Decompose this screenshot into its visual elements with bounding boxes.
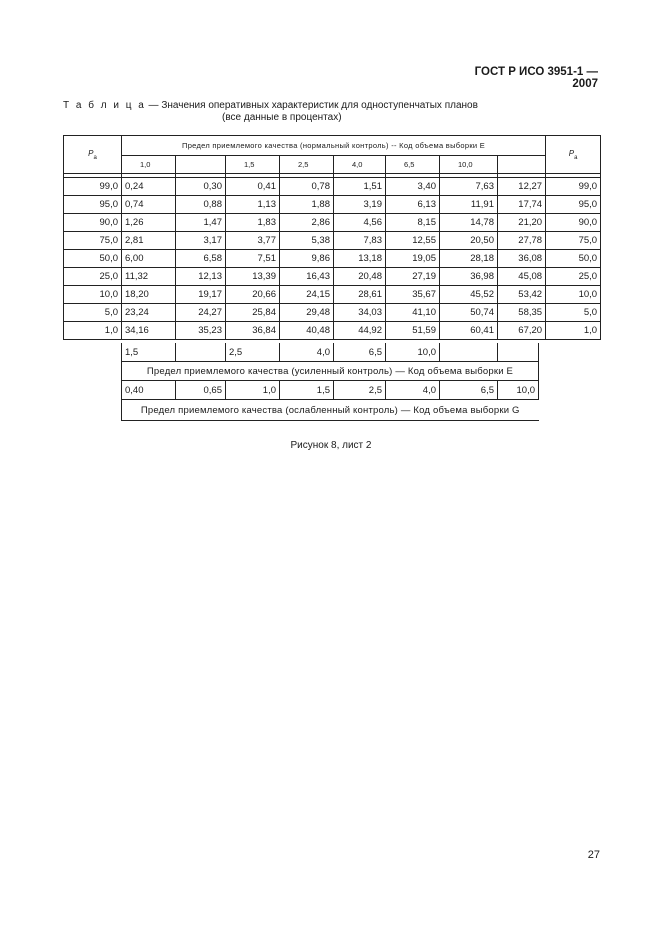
oc-value-cell: 36,98 [440,268,498,286]
oc-value-cell: 3,40 [386,178,440,196]
oc-value-cell: 11,91 [440,196,498,214]
pa-value-right: 10,0 [546,286,601,304]
tightened-aql-row [122,343,539,362]
oc-value-cell: 3,17 [176,232,226,250]
oc-value-cell: 50,74 [440,304,498,322]
oc-value-cell: 0,41 [226,178,280,196]
oc-value-cell: 13,39 [226,268,280,286]
table-caption-label: Т а б л и ц а [63,100,146,111]
reduced-aql-cell: 6,5 [440,381,498,400]
oc-value-cell: 27,78 [498,232,546,250]
pa-value-left: 25,0 [64,268,122,286]
oc-values-table [63,135,601,340]
oc-value-cell: 2,86 [280,214,334,232]
oc-value-cell: 9,86 [280,250,334,268]
oc-value-cell: 40,48 [280,322,334,340]
oc-value-cell: 53,42 [498,286,546,304]
table-row [64,178,601,196]
aql-header-cell [498,156,546,174]
oc-value-cell: 36,08 [498,250,546,268]
tightened-aql-cell [498,343,539,362]
oc-value-cell: 21,20 [498,214,546,232]
table-caption-title: — Значения оперативных характеристик для одноступенчатых планов [145,100,478,111]
oc-value-cell: 6,58 [176,250,226,268]
oc-value-cell: 45,52 [440,286,498,304]
pa-header-left: $P_a$ [64,136,122,174]
oc-value-cell: 6,00 [122,250,176,268]
aql-header-cell: 4,0 [334,156,386,174]
oc-value-cell: 20,50 [440,232,498,250]
oc-value-cell: 0,88 [176,196,226,214]
aql-header-cell: 6,5 [386,156,440,174]
oc-value-cell: 58,35 [498,304,546,322]
aql-header-cell: 10,0 [440,156,498,174]
pa-value-left: 10,0 [64,286,122,304]
table-row [64,250,601,268]
table-row [64,322,601,340]
aql-header-cell [176,156,226,174]
tightened-aql-cell: 10,0 [386,343,440,362]
oc-value-cell: 29,48 [280,304,334,322]
pa-value-right: 90,0 [546,214,601,232]
oc-value-cell: 12,55 [386,232,440,250]
oc-value-cell: 1,51 [334,178,386,196]
oc-value-cell: 45,08 [498,268,546,286]
oc-value-cell: 2,81 [122,232,176,250]
tightened-aql-cell [176,343,226,362]
oc-value-cell: 36,84 [226,322,280,340]
reduced-inspection-title: Предел приемлемого качества (ослабленный контроль) — Код объема выборки G [122,400,539,421]
oc-value-cell: 34,16 [122,322,176,340]
oc-value-cell: 1,47 [176,214,226,232]
standard-designation: ГОСТ Р ИСО 3951-1 — 2007 [474,66,598,90]
oc-value-cell: 60,41 [440,322,498,340]
pa-value-left: 75,0 [64,232,122,250]
oc-value-cell: 28,18 [440,250,498,268]
oc-value-cell: 19,17 [176,286,226,304]
pa-value-left: 50,0 [64,250,122,268]
pa-value-left: 1,0 [64,322,122,340]
oc-value-cell: 7,83 [334,232,386,250]
pa-value-right: 1,0 [546,322,601,340]
oc-value-cell: 19,05 [386,250,440,268]
oc-value-cell: 35,67 [386,286,440,304]
oc-value-cell: 12,13 [176,268,226,286]
pa-header-right: $P_a$ [546,136,601,174]
oc-value-cell: 7,51 [226,250,280,268]
pa-value-left: 95,0 [64,196,122,214]
oc-value-cell: 20,66 [226,286,280,304]
oc-value-cell: 0,24 [122,178,176,196]
oc-value-cell: 25,84 [226,304,280,322]
oc-value-cell: 0,78 [280,178,334,196]
pa-value-left: 5,0 [64,304,122,322]
pa-value-right: 50,0 [546,250,601,268]
oc-value-cell: 1,13 [226,196,280,214]
table-row [64,232,601,250]
oc-value-cell: 14,78 [440,214,498,232]
table-row [64,304,601,322]
aql-header-cell: 1,5 [226,156,280,174]
table-row [64,214,601,232]
oc-value-cell: 1,88 [280,196,334,214]
normal-inspection-title: Предел приемлемого качества (нормальный контроль) -- Код объема выборки E [122,136,546,156]
tightened-aql-cell: 6,5 [334,343,386,362]
oc-value-cell: 4,56 [334,214,386,232]
oc-value-cell: 67,20 [498,322,546,340]
oc-value-cell: 6,13 [386,196,440,214]
table-caption [63,100,478,111]
tightened-inspection-title: Предел приемлемого качества (усиленный контроль) — Код объема выборки E [122,362,539,381]
table-row [64,196,601,214]
oc-value-cell: 24,15 [280,286,334,304]
oc-value-cell: 23,24 [122,304,176,322]
oc-value-cell: 1,26 [122,214,176,232]
oc-value-cell: 17,74 [498,196,546,214]
oc-value-cell: 18,20 [122,286,176,304]
oc-value-cell: 28,61 [334,286,386,304]
reduced-aql-cell: 1,5 [280,381,334,400]
tightened-aql-cell: 2,5 [226,343,280,362]
pa-value-right: 99,0 [546,178,601,196]
reduced-aql-cell: 0,65 [176,381,226,400]
reduced-aql-cell: 2,5 [334,381,386,400]
oc-value-cell: 35,23 [176,322,226,340]
reduced-aql-cell: 1,0 [226,381,280,400]
oc-value-cell: 24,27 [176,304,226,322]
oc-value-cell: 34,03 [334,304,386,322]
oc-value-cell: 0,30 [176,178,226,196]
oc-value-cell: 44,92 [334,322,386,340]
oc-value-cell: 11,32 [122,268,176,286]
reduced-aql-cell: 0,40 [122,381,176,400]
page-number: 27 [587,849,600,861]
tightened-aql-cell: 4,0 [280,343,334,362]
oc-value-cell: 1,83 [226,214,280,232]
aql-header-cell: 1,0 [122,156,176,174]
table-row [64,268,601,286]
oc-value-cell: 20,48 [334,268,386,286]
figure-caption: Рисунок 8, лист 2 [290,440,372,451]
reduced-aql-cell: 10,0 [498,381,539,400]
pa-value-left: 99,0 [64,178,122,196]
tightened-aql-cell [440,343,498,362]
tightened-aql-cell: 1,5 [122,343,176,362]
oc-value-cell: 5,38 [280,232,334,250]
pa-value-right: 75,0 [546,232,601,250]
reduced-aql-row [122,381,539,400]
pa-value-right: 25,0 [546,268,601,286]
oc-value-cell: 0,74 [122,196,176,214]
oc-value-cell: 41,10 [386,304,440,322]
reduced-aql-cell: 4,0 [386,381,440,400]
aql-header-cell: 2,5 [280,156,334,174]
oc-value-cell: 8,15 [386,214,440,232]
pa-value-left: 90,0 [64,214,122,232]
oc-value-cell: 7,63 [440,178,498,196]
table-caption-note: (все данные в процентах) [222,112,342,123]
oc-value-cell: 51,59 [386,322,440,340]
alternate-inspection-table [121,343,539,421]
oc-value-cell: 27,19 [386,268,440,286]
pa-value-right: 95,0 [546,196,601,214]
oc-value-cell: 3,19 [334,196,386,214]
normal-aql-row [64,156,601,174]
pa-value-right: 5,0 [546,304,601,322]
oc-value-cell: 13,18 [334,250,386,268]
table-row [64,286,601,304]
oc-value-cell: 3,77 [226,232,280,250]
oc-value-cell: 16,43 [280,268,334,286]
oc-value-cell: 12,27 [498,178,546,196]
